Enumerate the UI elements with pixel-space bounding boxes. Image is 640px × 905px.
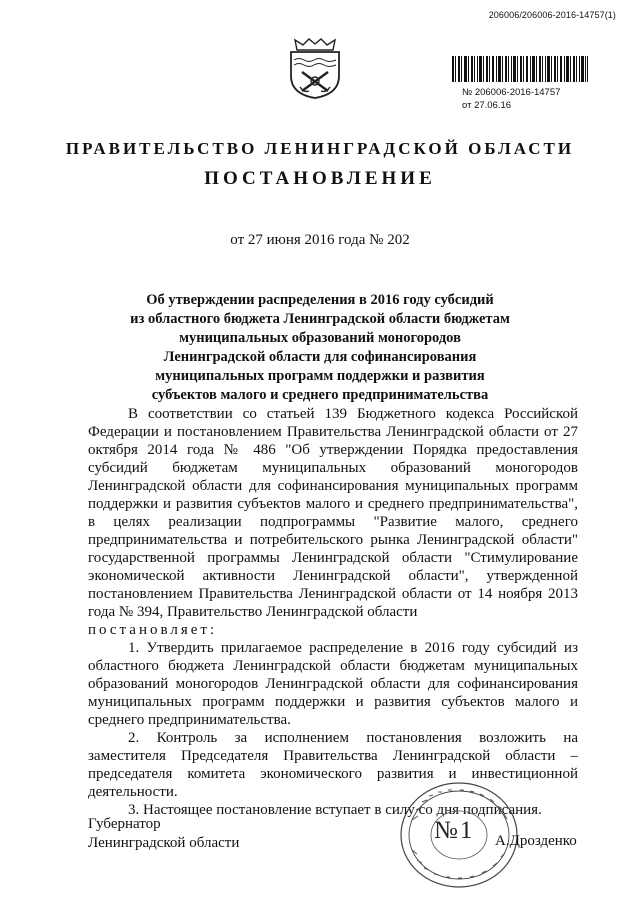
subject-line: Об утверждении распределения в 2016 году субсидий xyxy=(146,292,494,308)
document-type: ПОСТАНОВЛЕНИЕ xyxy=(204,168,436,189)
signatory-position xyxy=(88,815,239,853)
registration-date: от 27.06.16 xyxy=(462,100,512,111)
subject-line: муниципальных программ поддержки и развития xyxy=(155,368,485,384)
signatory-region: Ленинградской области xyxy=(88,835,240,851)
barcode xyxy=(452,56,588,82)
document-subject xyxy=(100,291,540,405)
document-date-number: от 27 июня 2016 года № 202 xyxy=(230,232,410,248)
signatory-name: А.Дрозденко xyxy=(495,833,577,849)
subject-line: субъектов малого и среднего предпринимательства xyxy=(151,387,489,403)
preamble-paragraph: В соответствии со статьей 139 Бюджетного кодекса Российской Федерации и постановлением Правительства Ленинградской области от 27 октября 2014 года № 486 "Об утверждении Порядка предоставления субсидий бюджетам муниципальных образований моногородов Ленинградской области для софинансирования муниципальных программ поддержки и развития субъектов малого и среднего предпринимательства", в целях реализации подпрограммы "Развитие малого, среднего предпринимательства и потребительского рынка Ленинградской области" государственной программы Ленинградской области "Стимулирование экономической активности Ленинградской области", утвержденной постановлением Правительства Ленинградской области от 14 ноября 2013 года № 394, Правительство Ленинградской области xyxy=(88,406,578,620)
clause-2: 2. Контроль за исполнением постановления возложить на заместителя Председателя Правительства Ленинградской области – председателя комитета экономического развития и инвестиционной деятельности. xyxy=(88,730,578,800)
subject-line: из областного бюджета Ленинградской области бюджетам xyxy=(130,311,510,327)
signatory-title: Губернатор xyxy=(88,816,161,832)
stamp-number: №1 xyxy=(434,817,475,844)
registration-number: № 206006-2016-14757 xyxy=(462,87,561,98)
subject-line: муниципальных образований моногородов xyxy=(179,330,461,346)
document-reference: 206006/206006-2016-14757(1) xyxy=(488,10,616,20)
resolve-word: постановляет: xyxy=(88,622,218,638)
government-name: ПРАВИТЕЛЬСТВО ЛЕНИНГРАДСКОЙ ОБЛАСТИ xyxy=(65,139,575,158)
document-body xyxy=(88,405,578,819)
clause-1: 1. Утвердить прилагаемое распределение в 2016 году субсидий из областного бюджета Ленинградской области бюджетам муниципальных образований моногородов Ленинградской области для софинансирования муниципальных программ поддержки и развития субъектов малого и среднего предпринимательства. xyxy=(88,640,578,728)
registration-block xyxy=(462,86,560,112)
subject-line: Ленинградской области для софинансирования xyxy=(163,349,477,365)
coat-of-arms-emblem xyxy=(285,36,345,100)
clause-3: 3. Настоящее постановление вступает в силу со дня подписания. xyxy=(128,802,542,818)
